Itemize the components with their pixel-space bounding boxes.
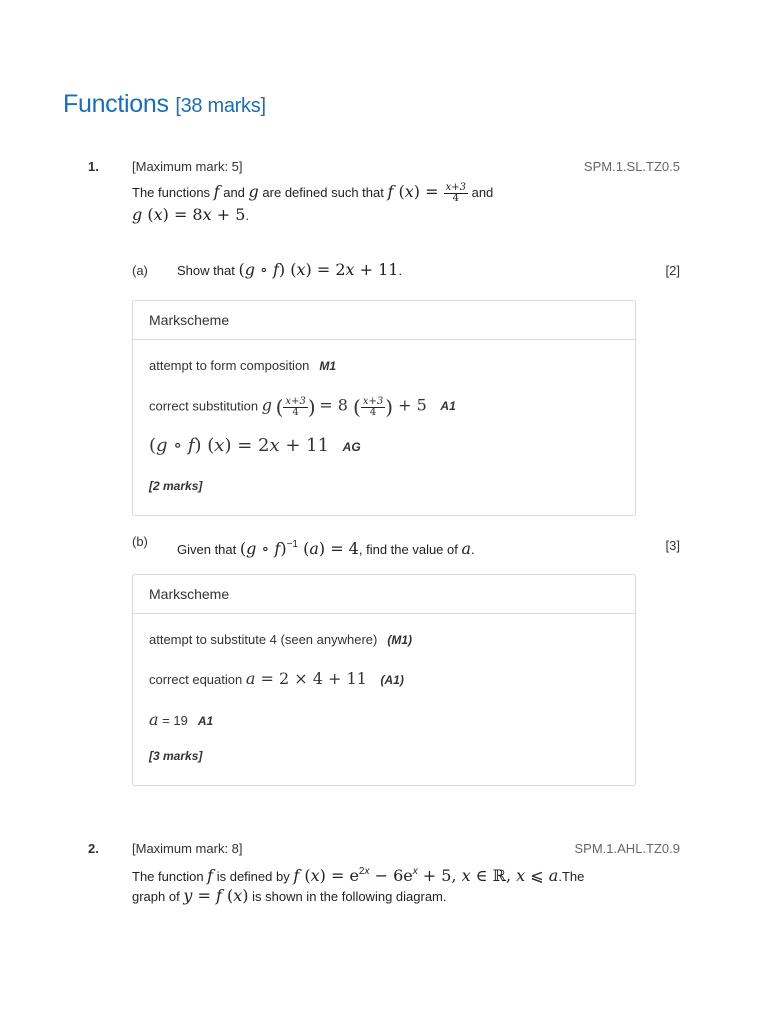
- q2-reference: SPM.1.AHL.TZ0.9: [574, 841, 680, 856]
- q1-reference: SPM.1.SL.TZ0.5: [583, 159, 680, 174]
- markscheme-a: [132, 300, 636, 516]
- q1b-marks: [3]: [665, 538, 680, 553]
- q1a-label: (a): [132, 263, 148, 278]
- markscheme-a-line1: attempt to form composition M1: [149, 358, 337, 373]
- q1b-question: Given that (g ∘ f)$^{-1}$ (a) = 4, find the value of a.: [177, 539, 475, 558]
- q2-text-line1: The function f is defined by f $(x) = e^{2x} - 6e^x + 5$, x ∈ ℝ, x ⩽ a.The: [132, 866, 585, 885]
- markscheme-a-total: [2 marks]: [149, 479, 203, 493]
- q1-number: 1.: [88, 159, 99, 174]
- q2-number: 2.: [88, 841, 99, 856]
- markscheme-b: [132, 574, 636, 786]
- page-title: [63, 90, 266, 119]
- q2-text-line2: graph of y = f (x) is shown in the following diagram.: [132, 886, 447, 905]
- markscheme-a-header: Markscheme: [133, 301, 635, 340]
- q2-max-mark: [Maximum mark: 8]: [132, 841, 243, 856]
- markscheme-a-line3: (g ∘ f) (x) = 2x + 11 AG: [149, 435, 361, 456]
- q1-max-mark: [Maximum mark: 5]: [132, 159, 243, 174]
- title-text: Functions: [63, 90, 169, 118]
- q1b-label: (b): [132, 534, 148, 549]
- markscheme-b-line2: correct equation a = 2 × 4 + 11 (A1): [149, 669, 404, 688]
- title-marks: [38 marks]: [175, 95, 266, 117]
- markscheme-b-line1: attempt to substitute 4 (seen anywhere) (M1): [149, 632, 413, 647]
- markscheme-a-line2: correct substitution g ( $\frac{x+3}{4}$ ) = 8 ( $\frac{x+3}{4}$ ) + 5 A1: [149, 395, 456, 419]
- q1a-question: Show that (g ∘ f) (x) = 2x + 11.: [177, 260, 403, 279]
- markscheme-b-line3: a = 19 A1: [149, 710, 214, 729]
- q1-intro-line1: The functions f and g are defined such that f (x) = $\frac{x+3}{4}$ and: [132, 182, 494, 205]
- q1-intro-line2: g (x) = 8x + 5.: [132, 205, 250, 224]
- markscheme-b-total: [3 marks]: [149, 749, 203, 763]
- markscheme-b-header: Markscheme: [133, 575, 635, 614]
- q1a-marks: [2]: [665, 263, 680, 278]
